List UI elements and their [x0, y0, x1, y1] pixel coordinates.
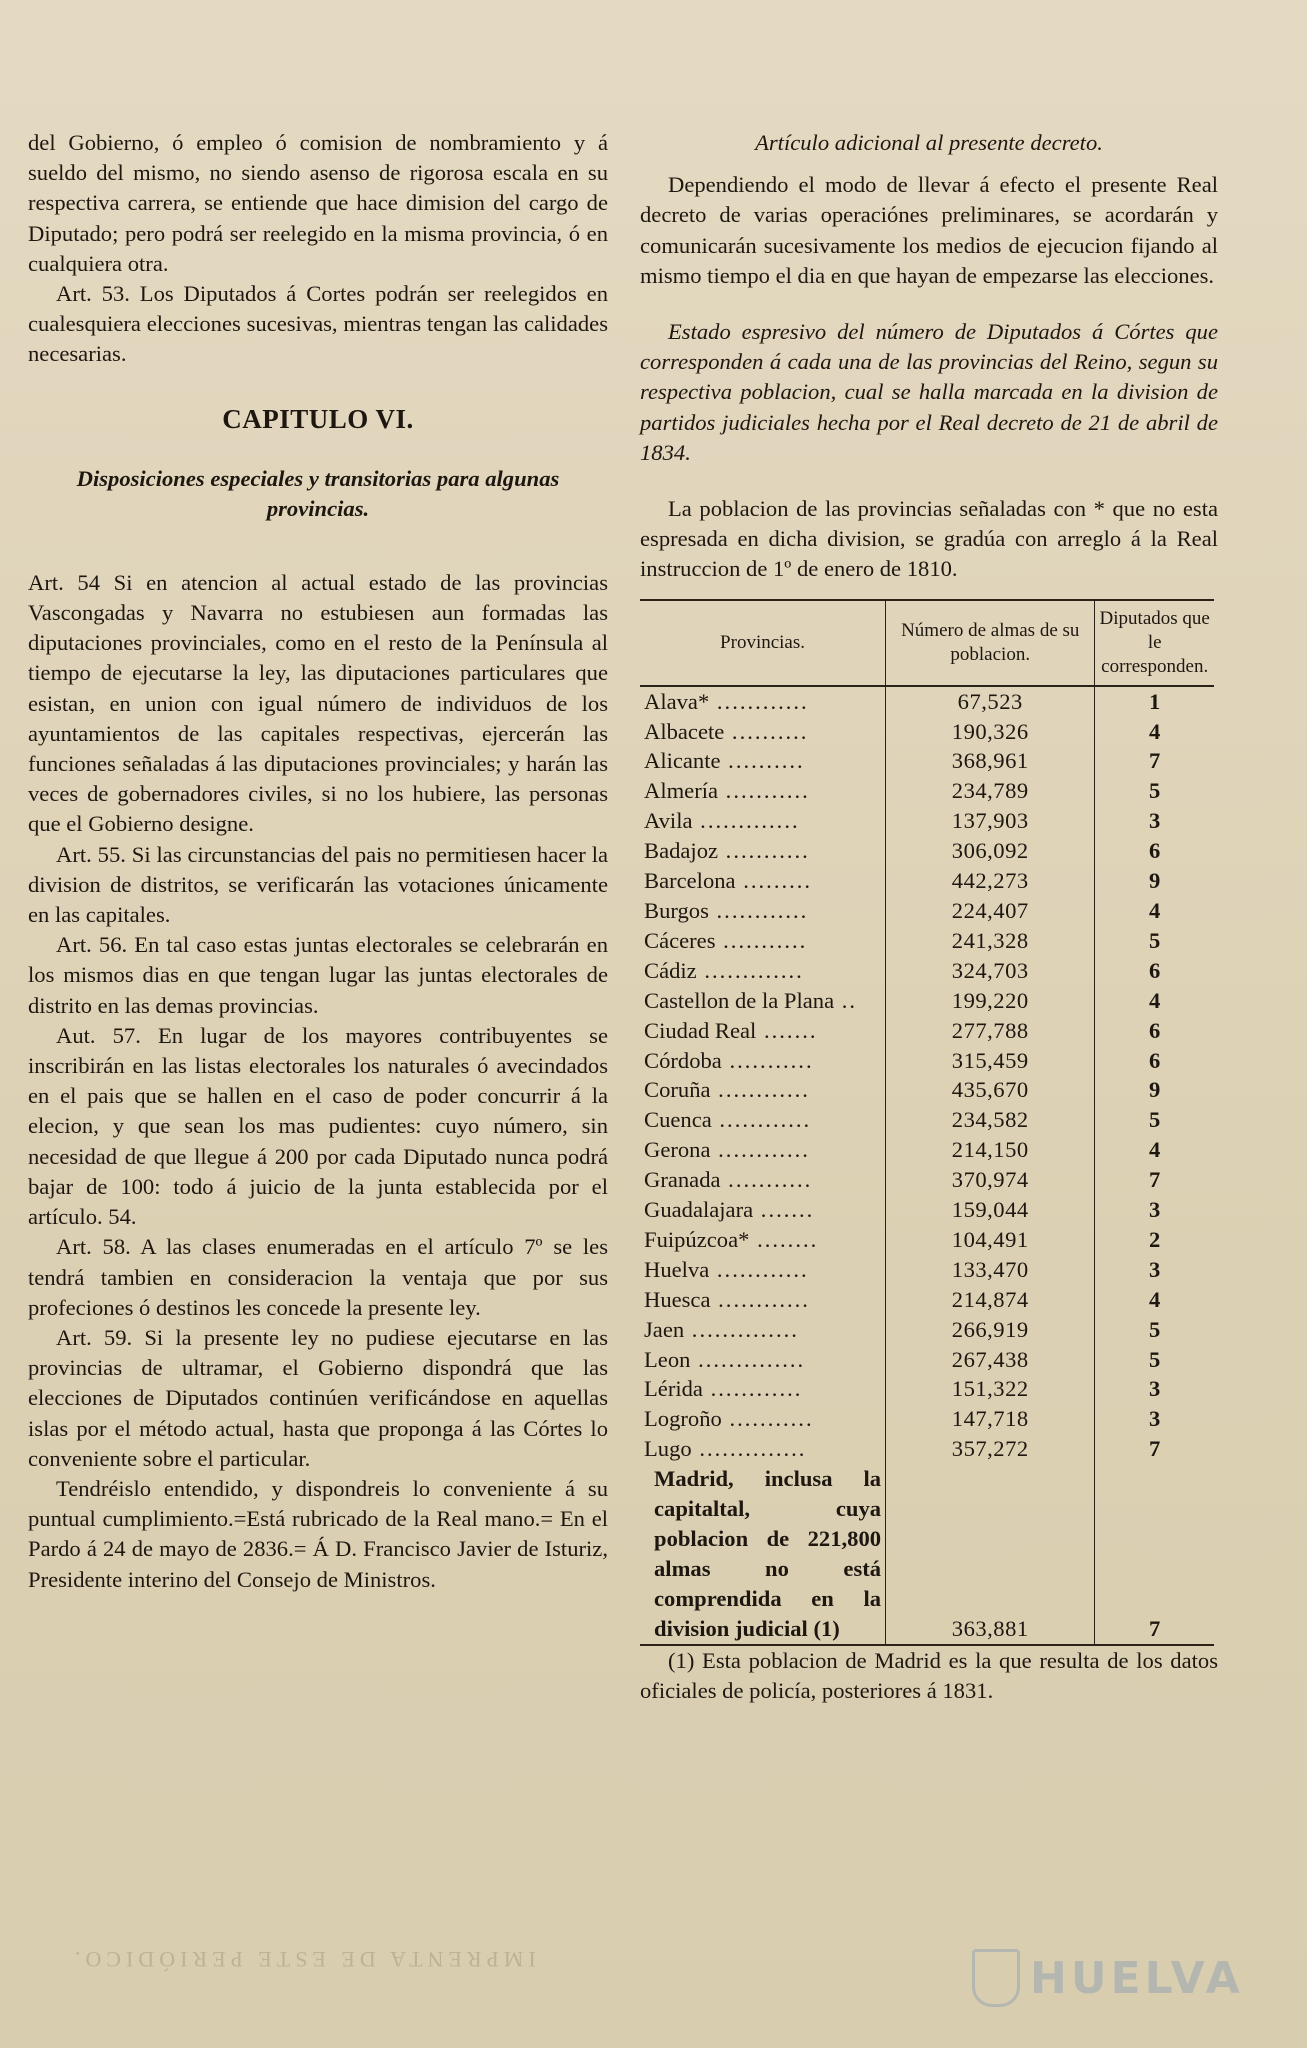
- province-name-text: Guadalajara: [644, 1197, 754, 1223]
- province-deputies: 1: [1149, 688, 1161, 714]
- library-stamp: [972, 1948, 1272, 2008]
- province-name-text: Almería: [644, 778, 719, 804]
- header-almas: Número de almas de su poblacion.: [886, 600, 1095, 686]
- table-row: [640, 836, 1214, 866]
- leader-dots: .......: [753, 1197, 815, 1223]
- province-population: 324,703: [886, 956, 1095, 986]
- province-name-text: Lérida: [644, 1376, 703, 1402]
- province-name: [640, 896, 886, 926]
- province-population: 199,220: [886, 986, 1095, 1016]
- province-population: 214,150: [886, 1135, 1095, 1165]
- province-name: [640, 1374, 886, 1404]
- header-diputados: Diputados que le corresponden.: [1095, 600, 1214, 686]
- province-name: [640, 806, 886, 836]
- table-row: [640, 1105, 1214, 1135]
- province-deputies: 4: [1149, 1137, 1161, 1163]
- paragraph-continuation: del Gobierno, ó empleo ó comision de nombramiento y á sueldo del mismo, no siendo asenso de rigorosa escala en su respectiva carrera, se entiende que hace dimision del cargo de Diputado; pero podrá ser reelegido en la misma provincia, ó en cualquiera otra.: [28, 130, 608, 276]
- province-population: 368,961: [886, 746, 1095, 776]
- province-name: [640, 1345, 886, 1375]
- table-row: [640, 986, 1214, 1016]
- province-deputies: 5: [1149, 778, 1161, 804]
- province-population: 234,789: [886, 776, 1095, 806]
- right-column: [640, 128, 1218, 1706]
- province-name: [640, 1434, 886, 1464]
- leader-dots: ............: [709, 1256, 809, 1282]
- province-name-text: Lugo: [644, 1436, 692, 1462]
- leader-dots: ...........: [720, 1167, 813, 1193]
- province-population: 234,582: [886, 1105, 1095, 1135]
- table-row: [640, 1195, 1214, 1225]
- table-row: [640, 1404, 1214, 1434]
- province-population: 147,718: [886, 1404, 1095, 1434]
- province-name: [640, 1075, 886, 1105]
- shield-icon: [972, 1949, 1020, 2007]
- province-name: [640, 1315, 886, 1345]
- table-row: [640, 686, 1214, 717]
- leader-dots: ............: [710, 1077, 810, 1103]
- table-row: [640, 1225, 1214, 1255]
- province-name: [640, 926, 886, 956]
- table-row: [640, 896, 1214, 926]
- leader-dots: ..: [834, 987, 858, 1013]
- leader-dots: ........: [749, 1226, 819, 1252]
- province-name-text: Ciudad Real: [644, 1017, 757, 1043]
- leader-dots: ..........: [720, 748, 805, 774]
- province-population: 442,273: [886, 866, 1095, 896]
- province-name-text: Granada: [644, 1167, 721, 1193]
- province-deputies: 6: [1149, 1017, 1161, 1043]
- province-name-text: Gerona: [644, 1137, 711, 1163]
- province-name-text: Jaen: [644, 1316, 685, 1342]
- table-row: [640, 1016, 1214, 1046]
- province-population: 151,322: [886, 1374, 1095, 1404]
- province-name: [640, 956, 886, 986]
- province-name-text: Cádiz: [644, 957, 697, 983]
- province-name: [640, 686, 886, 717]
- province-deputies: 4: [1149, 1286, 1161, 1312]
- province-name-text: Cuenca: [644, 1107, 712, 1133]
- province-name: [640, 1225, 886, 1255]
- province-name-text: Huelva: [644, 1256, 710, 1282]
- province-deputies: 5: [1149, 1316, 1161, 1342]
- leader-dots: ...........: [718, 778, 810, 804]
- province-population: 190,326: [886, 717, 1095, 747]
- province-name: [640, 1195, 886, 1225]
- province-name: [640, 1404, 886, 1434]
- table-row: [640, 866, 1214, 896]
- province-deputies: 6: [1149, 957, 1161, 983]
- table-row-madrid: [640, 1464, 1214, 1644]
- poblacion-note: La poblacion de las provincias señaladas con * que no esta espresada en dicha division, se gradúa con arreglo á la Real instruccion de 1º de enero de 1810.: [640, 496, 1218, 582]
- province-population: 241,328: [886, 926, 1095, 956]
- province-population: 224,407: [886, 896, 1095, 926]
- estado-text: Estado espresivo del número de Diputados á Córtes que corresponden á cada una de las provincias del Reino, segun su respectiva poblacion, cual se halla marcada en la division de partidos judiciales hecha por el Real decreto de 21 de abril de 1834.: [640, 319, 1218, 465]
- province-name: [640, 717, 886, 747]
- province-population: 357,272: [886, 1434, 1095, 1464]
- province-name-text: Alava*: [644, 688, 710, 714]
- provinces-table-wrap: [640, 599, 1218, 1646]
- madrid-population: 363,881: [886, 1464, 1095, 1644]
- province-deputies: 7: [1149, 1436, 1161, 1462]
- province-population: 67,523: [886, 686, 1095, 717]
- additional-article-heading: Artículo adicional al presente decreto.: [755, 130, 1103, 155]
- table-row: [640, 926, 1214, 956]
- closing-paragraph: Tendréislo entendido, y dispondreis lo conveniente á su puntual cumplimiento.=Está rubricado de la Real mano.= En el Pardo á 24 de mayo de 2836.= Á D. Francisco Javier de Isturiz, Presidente interino del Consejo de Ministros.: [28, 1475, 608, 1592]
- province-name-text: Castellon de la Plana: [644, 987, 835, 1013]
- article-58: Art. 58. A las clases enumeradas en el artículo 7º se les tendrá tambien en consideracion la ventaja que por sus profeciones ó destinos les concede la presente ley.: [28, 1234, 608, 1320]
- province-deputies: 3: [1149, 1376, 1161, 1402]
- stamp-label: HUELVA: [1030, 1952, 1244, 2004]
- article-54: Art. 54 Si en atencion al actual estado de las provincias Vascongadas y Navarra no estubiesen aun formadas las diputaciones provinciales, como en el resto de la Península al tiempo de ejecutarse la ley, las diputaciones particulares que esistan, en union con igual número de individuos de los ayuntamientos de las capitales respectivas, ejercerán las funciones señaladas á las diputaciones provinciales; y harán las veces de gobernadores civiles, si no los hubiere, las personas que el Gobierno designe.: [28, 569, 608, 837]
- province-population: 159,044: [886, 1195, 1095, 1225]
- leader-dots: ............: [708, 897, 809, 923]
- table-row: [640, 1345, 1214, 1375]
- province-deputies: 9: [1149, 868, 1161, 894]
- article-53: Art. 53. Los Diputados á Cortes podrán ser reelegidos en cualesquiera elecciones sucesivas, mientras tengan las calidades necesarias.: [28, 281, 608, 367]
- leader-dots: ...........: [721, 1047, 814, 1073]
- leader-dots: ..............: [691, 1436, 807, 1462]
- province-population: 370,974: [886, 1165, 1095, 1195]
- chapter-subtitle: Disposiciones especiales y transitorias para algunas provincias.: [76, 465, 560, 521]
- province-population: 277,788: [886, 1016, 1095, 1046]
- table-row: [640, 776, 1214, 806]
- table-row: [640, 717, 1214, 747]
- table-row: [640, 1434, 1214, 1464]
- leader-dots: ...........: [718, 838, 810, 864]
- province-deputies: 6: [1149, 838, 1161, 864]
- province-name: [640, 1285, 886, 1315]
- province-population: 104,491: [886, 1225, 1095, 1255]
- table-row: [640, 1135, 1214, 1165]
- province-name: [640, 776, 886, 806]
- madrid-name: Madrid, inclusa la capitaltal, cuya poblacion de 221,800 almas no está comprendida en la division judicial (1): [640, 1464, 886, 1644]
- leader-dots: ...........: [715, 927, 808, 953]
- leader-dots: ............: [710, 1286, 810, 1312]
- leader-dots: .......: [756, 1017, 818, 1043]
- province-name-text: Burgos: [644, 897, 709, 923]
- province-deputies: 3: [1149, 1256, 1161, 1282]
- table-row: [640, 746, 1214, 776]
- leader-dots: ..........: [724, 718, 809, 744]
- province-deputies: 2: [1149, 1226, 1161, 1252]
- table-row: [640, 1255, 1214, 1285]
- header-provincias: Provincias.: [640, 600, 886, 686]
- province-population: 214,874: [886, 1285, 1095, 1315]
- province-deputies: 9: [1149, 1077, 1161, 1103]
- leader-dots: .........: [735, 868, 813, 894]
- province-population: 133,470: [886, 1255, 1095, 1285]
- province-deputies: 7: [1149, 748, 1161, 774]
- table-row: [640, 806, 1214, 836]
- province-name: [640, 866, 886, 896]
- leader-dots: ............: [710, 1137, 810, 1163]
- footnote: (1) Esta poblacion de Madrid es la que resulta de los datos oficiales de policía, posteriores á 1831.: [640, 1647, 1218, 1703]
- provinces-table-body: [640, 686, 1214, 1645]
- leader-dots: ..............: [690, 1346, 806, 1372]
- provinces-table: [640, 599, 1214, 1646]
- province-name-text: Alicante: [644, 748, 721, 774]
- table-row: [640, 1374, 1214, 1404]
- province-name: [640, 1046, 886, 1076]
- province-deputies: 6: [1149, 1047, 1161, 1073]
- province-name-text: Coruña: [644, 1077, 711, 1103]
- province-deputies: 5: [1149, 1346, 1161, 1372]
- province-name: [640, 1255, 886, 1285]
- province-deputies: 3: [1149, 1406, 1161, 1432]
- madrid-deputies: 7: [1149, 1615, 1161, 1641]
- province-name-text: Albacete: [644, 718, 725, 744]
- province-deputies: 7: [1149, 1167, 1161, 1193]
- table-row: [640, 956, 1214, 986]
- province-name-text: Córdoba: [644, 1047, 722, 1073]
- province-deputies: 3: [1149, 808, 1161, 834]
- province-name: [640, 1135, 886, 1165]
- leader-dots: ...........: [721, 1406, 814, 1432]
- province-name: [640, 1165, 886, 1195]
- imprint-bleed-through: IMPRENTA DE ESTE PERIÓDICO.: [70, 1947, 536, 1972]
- province-population: 266,919: [886, 1315, 1095, 1345]
- additional-article-text: Dependiendo el modo de llevar á efecto el presente Real decreto de varias operaciónes preliminares, se acordarán y comunicarán sucesivamente los medios de ejecucion fijando al mismo tiempo el dia en que hayan de empezarse las elecciones.: [640, 172, 1218, 288]
- province-name-text: Cáceres: [644, 927, 716, 953]
- chapter-title: CAPITULO VI.: [222, 403, 414, 434]
- article-55: Art. 55. Si las circunstancias del pais no permitiesen hacer la division de distritos, se verificarán las votaciones únicamente en las capitales.: [28, 841, 608, 928]
- province-name: [640, 986, 886, 1016]
- article-59: Art. 59. Si la presente ley no pudiese ejecutarse en las provincias de ultramar, el Gobierno dispondrá que las elecciones de Diputados continúen verificándose en aquellas islas por el método actual, hasta que proponga á las Córtes lo conveniente sobre el particular.: [28, 1324, 608, 1471]
- province-population: 137,903: [886, 806, 1095, 836]
- province-deputies: 4: [1149, 987, 1161, 1013]
- province-name-text: Logroño: [644, 1406, 722, 1432]
- table-row: [640, 1075, 1214, 1105]
- leader-dots: ............: [709, 688, 809, 714]
- province-deputies: 4: [1149, 897, 1161, 923]
- left-column: [28, 128, 608, 1595]
- province-population: 435,670: [886, 1075, 1095, 1105]
- province-population: 306,092: [886, 836, 1095, 866]
- province-name: [640, 746, 886, 776]
- province-name-text: Badajoz: [644, 838, 719, 864]
- province-population: 315,459: [886, 1046, 1095, 1076]
- province-name-text: Leon: [644, 1346, 691, 1372]
- province-name: [640, 836, 886, 866]
- leader-dots: .............: [696, 957, 804, 983]
- province-population: 267,438: [886, 1345, 1095, 1375]
- leader-dots: ............: [702, 1376, 803, 1402]
- province-name-text: Huesca: [644, 1286, 711, 1312]
- leader-dots: .............: [692, 808, 800, 834]
- province-deputies: 4: [1149, 718, 1161, 744]
- article-56: Art. 56. En tal caso estas juntas electorales se celebrarán en los mismos dias en que tengan lugar las juntas electorales de distrito en las demas provincias.: [28, 932, 608, 1018]
- province-deputies: 3: [1149, 1197, 1161, 1223]
- province-deputies: 5: [1149, 1107, 1161, 1133]
- article-57: Aut. 57. En lugar de los mayores contribuyentes se inscribirán en las listas electorales los naturales ó avecindados en el pais que se hallen en el caso de poder concurrir á la elecion, y que sean los mas pudientes: cuyo número, sin necesidad de que llegue á 200 por cada Diputado nunca podrá bajar de 100: todo á juicio de la junta establecida por el artículo. 54.: [28, 1022, 608, 1230]
- province-name: [640, 1016, 886, 1046]
- province-deputies: 5: [1149, 927, 1161, 953]
- table-row: [640, 1285, 1214, 1315]
- table-row: [640, 1165, 1214, 1195]
- province-name-text: Avila: [644, 808, 693, 834]
- table-row: [640, 1046, 1214, 1076]
- leader-dots: ..............: [684, 1316, 799, 1342]
- province-name-text: Fuipúzcoa*: [644, 1226, 750, 1252]
- province-name: [640, 1105, 886, 1135]
- province-name-text: Barcelona: [644, 868, 736, 894]
- leader-dots: ............: [711, 1107, 812, 1133]
- table-row: [640, 1315, 1214, 1345]
